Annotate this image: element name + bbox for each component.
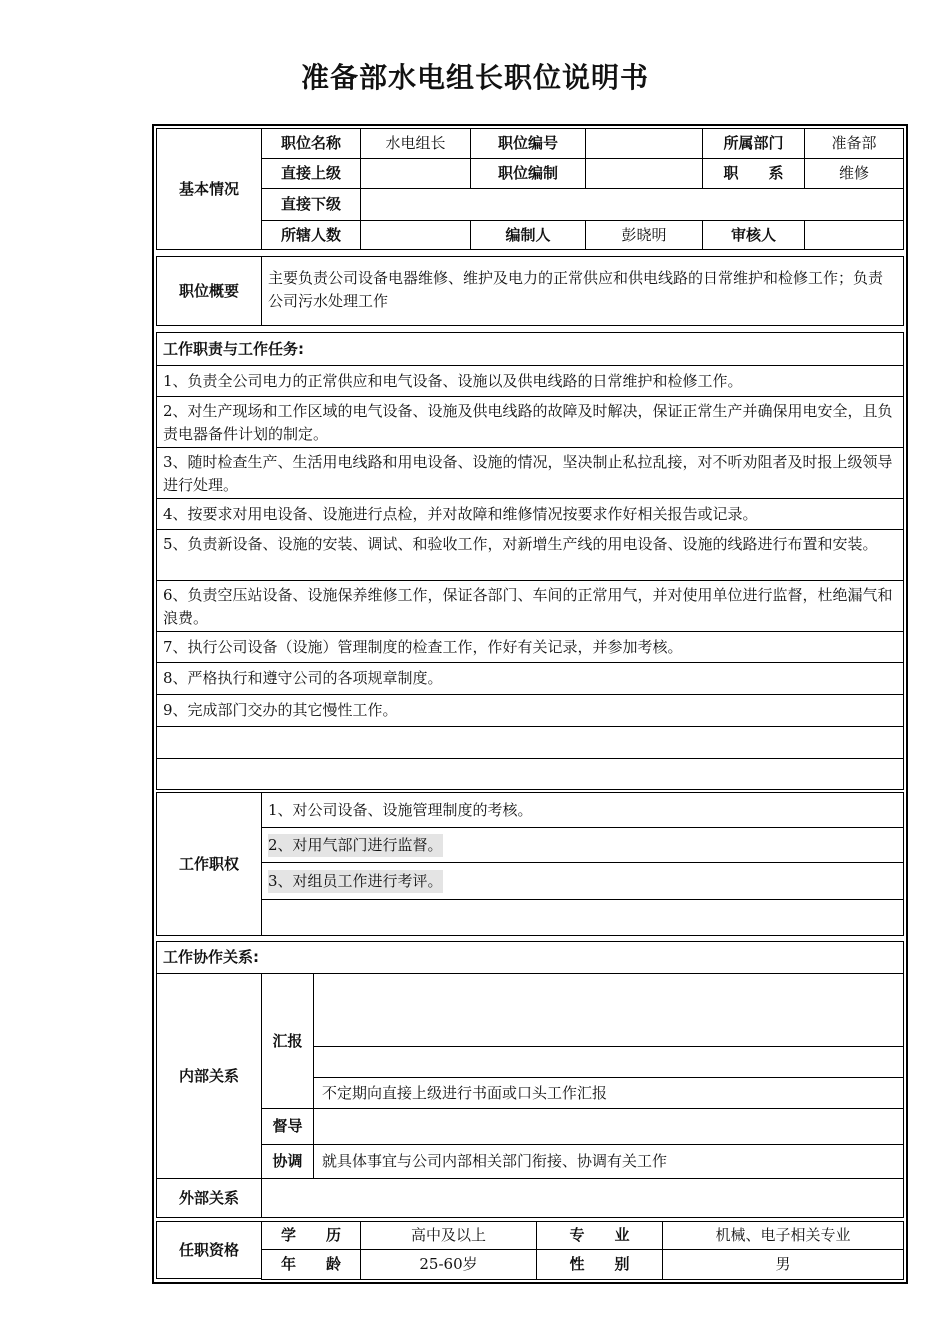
duty-item-1: 1、负责全公司电力的正常供应和电气设备、设施以及供电线路的日常维护和检修工作。 <box>156 365 904 397</box>
duties-header: 工作职责与工作任务: <box>156 332 904 366</box>
authority-item-3 <box>261 862 904 900</box>
major-value: 机械、电子相关专业 <box>662 1221 904 1250</box>
education-label: 学 历 <box>261 1221 361 1250</box>
duty-item-2: 2、对生产现场和工作区域的电气设备、设施及供电线路的故障及时解决，保证正常生产并确保用电安全，且负责电器备件计划的制定。 <box>156 396 904 448</box>
external-relations-value <box>261 1178 904 1218</box>
authority-item-2 <box>261 827 904 863</box>
duty-empty-row <box>156 726 904 759</box>
collaboration-header: 工作协作关系: <box>156 941 904 974</box>
headcount-value <box>585 158 703 189</box>
headcount-label: 职位编制 <box>470 158 586 189</box>
position-code-label: 职位编号 <box>470 128 586 159</box>
direct-subordinate-label: 直接下级 <box>261 188 361 221</box>
direct-superior-label: 直接上级 <box>261 158 361 189</box>
summary-label: 职位概要 <box>156 256 262 326</box>
prepared-by-value: 彭晓明 <box>585 220 703 250</box>
basic-section-label: 基本情况 <box>156 128 262 250</box>
report-label: 汇报 <box>261 973 314 1109</box>
duty-item-7: 7、执行公司设备（设施）管理制度的检查工作，作好有关记录，并参加考核。 <box>156 631 904 663</box>
major-label: 专 业 <box>536 1221 663 1250</box>
duty-item-3: 3、随时检查生产、生活用电线路和用电设备、设施的情况，坚决制止私拉乱接，对不听劝阻者及时报上级领导进行处理。 <box>156 447 904 499</box>
duty-item-9: 9、完成部门交办的其它慢性工作。 <box>156 694 904 727</box>
report-empty-row <box>313 1046 904 1078</box>
department-value: 准备部 <box>804 128 904 159</box>
duty-item-8: 8、严格执行和遵守公司的各项规章制度。 <box>156 662 904 695</box>
job-family-label: 职 系 <box>702 158 805 189</box>
age-value: 25-60岁 <box>360 1249 537 1280</box>
report-text: 不定期向直接上级进行书面或口头工作汇报 <box>313 1077 904 1109</box>
gender-value: 男 <box>662 1249 904 1280</box>
prepared-by-label: 编制人 <box>470 220 586 250</box>
authority-item-1 <box>261 792 904 828</box>
supervise-label: 督导 <box>261 1108 314 1145</box>
position-name-value: 水电组长 <box>360 128 471 159</box>
reviewer-value <box>804 220 904 250</box>
coordinate-text: 就具体事宜与公司内部相关部门衔接、协调有关工作 <box>313 1144 904 1179</box>
authority-empty-row <box>261 899 904 936</box>
managed-count-label: 所辖人数 <box>261 220 361 250</box>
internal-relations-label: 内部关系 <box>156 973 262 1179</box>
duty-item-6: 6、负责空压站设备、设施保养维修工作，保证各部门、车间的正常用气，并对使用单位进行监督，杜绝漏气和浪费。 <box>156 580 904 632</box>
job-family-value: 维修 <box>804 158 904 189</box>
coordinate-label: 协调 <box>261 1144 314 1179</box>
duty-item-5: 5、负责新设备、设施的安装、调试、和验收工作，对新增生产线的用电设备、设施的线路进行布置和安装。 <box>156 529 904 581</box>
gender-label: 性 别 <box>536 1249 663 1280</box>
authority-item-text: 3、对组员工作进行考评。 <box>268 870 443 893</box>
direct-superior-value <box>360 158 471 189</box>
authority-label: 工作职权 <box>156 792 262 936</box>
age-label: 年 龄 <box>261 1249 361 1280</box>
department-label: 所属部门 <box>702 128 805 159</box>
page-title: 准备部水电组长职位说明书 <box>300 61 649 94</box>
qualification-label: 任职资格 <box>156 1221 262 1279</box>
external-relations-label: 外部关系 <box>156 1178 262 1218</box>
managed-count-value <box>360 220 471 250</box>
education-value: 高中及以上 <box>360 1221 537 1250</box>
reviewer-label: 审核人 <box>702 220 805 250</box>
report-empty-row <box>313 973 904 1047</box>
supervise-text <box>313 1108 904 1145</box>
position-code-value <box>585 128 703 159</box>
duty-empty-row <box>156 758 904 790</box>
authority-item-text: 2、对用气部门进行监督。 <box>268 834 443 857</box>
duty-item-4: 4、按要求对用电设备、设施进行点检，并对故障和维修情况按要求作好相关报告或记录。 <box>156 498 904 530</box>
summary-text: 主要负责公司设备电器维修、维护及电力的正常供应和供电线路的日常维护和检修工作；负责公司污水处理工作 <box>261 256 904 326</box>
position-name-label: 职位名称 <box>261 128 361 159</box>
direct-subordinate-value <box>360 188 904 221</box>
authority-item-text: 1、对公司设备、设施管理制度的考核。 <box>268 800 533 819</box>
